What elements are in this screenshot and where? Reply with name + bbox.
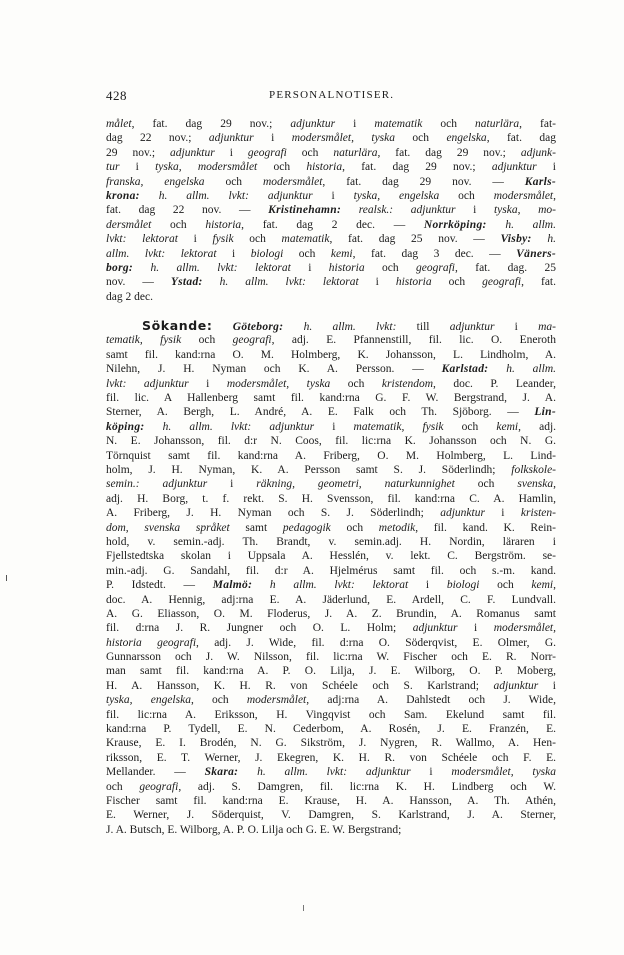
- text-run: [238, 766, 257, 778]
- text-run: historia: [306, 161, 343, 174]
- text-run: Skara:: [204, 766, 239, 779]
- text-run: och: [454, 478, 518, 491]
- text-run: dom, svenska språket: [106, 521, 230, 534]
- text-run: , adj:rna A. Dahlstedt och J. Wide,: [306, 694, 556, 707]
- text-run: kristendom: [381, 377, 434, 390]
- text-run: Visby:: [500, 233, 532, 246]
- text-run: historia: [205, 218, 242, 231]
- text-run: , fat. dag. 25: [454, 261, 556, 274]
- text-run: J. A. Butsch, E. Wilborg, A. P. O. Lilja och G. E. W. Bergstrand;: [106, 823, 402, 836]
- text-run: matematik, fysik: [353, 420, 444, 433]
- text-run: tyska, modersmålet: [155, 161, 258, 174]
- text-line: [106, 146, 556, 160]
- text-line: [106, 247, 556, 261]
- text-line: [106, 823, 556, 837]
- text-run: h allm. lvkt: lektorat: [269, 579, 409, 592]
- text-run: i: [538, 679, 556, 692]
- text-run: , fat.: [521, 276, 556, 289]
- text-run: och: [395, 132, 447, 145]
- text-line: [106, 463, 556, 477]
- text-line: [106, 449, 556, 463]
- text-run: och: [364, 261, 416, 274]
- text-run: modersmålet: [246, 694, 307, 707]
- text-run: adj. H. Borg, t. f. rekt. S. H. Svensson, fil. kand:rna C. A. Hamlin,: [106, 492, 556, 505]
- text-run: samt: [229, 521, 283, 534]
- text-line: [106, 362, 556, 376]
- text-line: [106, 160, 556, 174]
- text-run: ,: [517, 204, 539, 217]
- text-line: [106, 261, 556, 275]
- text-run: P. Idstedt. —: [106, 579, 213, 592]
- text-run: folkskole-: [511, 463, 556, 476]
- paragraph-applicants: [106, 319, 556, 837]
- text-run: h. allm. lvkt:: [303, 321, 397, 334]
- text-run: i: [408, 579, 447, 592]
- text-line: [106, 420, 556, 434]
- text-run: ,: [553, 478, 556, 491]
- text-run: , fat. dag 29 nov.;: [342, 161, 492, 174]
- text-run: modersmålet: [493, 189, 554, 202]
- text-run: [341, 204, 359, 216]
- text-line: [106, 693, 556, 707]
- text-run: dersmålet: [106, 218, 152, 231]
- text-run: , fat. dag: [486, 132, 556, 145]
- text-run: Nilehn, J. H. Nyman och K. A. Persson. —: [106, 363, 442, 376]
- text-line: [106, 290, 556, 304]
- text-run: borg:: [106, 261, 134, 274]
- text-run: adjunktur: [208, 132, 254, 145]
- text-run: , fat. dag 25 nov. —: [329, 233, 501, 246]
- text-run: och: [283, 247, 331, 260]
- text-run: tyska, engelska: [353, 189, 440, 202]
- text-run: allm. lvkt: lektorat: [106, 247, 217, 260]
- text-run: och: [181, 334, 233, 347]
- text-line: [106, 506, 556, 520]
- text-line: [106, 593, 556, 607]
- text-run: i: [335, 118, 375, 130]
- text-run: Karls-: [524, 175, 556, 188]
- paragraph-gap: [106, 304, 556, 319]
- text-run: geografi: [247, 146, 287, 159]
- text-run: A. Friberg, J. H. Nyman och S. J. Söderlindh;: [106, 507, 441, 520]
- text-run: adjunktur: [440, 507, 485, 520]
- text-run: h. allm. lvkt: lektorat: [219, 276, 359, 289]
- text-run: H. A. Hansson, K. H. R. von Schéele och S. Karlstrand;: [106, 679, 494, 692]
- text-run: , fat-: [519, 118, 556, 130]
- text-run: och: [106, 780, 140, 793]
- text-run: i: [119, 161, 156, 174]
- text-run: modersmålet: [262, 175, 323, 188]
- text-line: [106, 131, 556, 145]
- text-line: [106, 794, 556, 808]
- text-line: [106, 218, 556, 232]
- text-run: pedagogik: [282, 521, 331, 534]
- text-run: i: [484, 507, 521, 520]
- text-run: adjunk-: [520, 146, 556, 159]
- text-run: ma-: [538, 321, 556, 334]
- text-run: och: [233, 233, 282, 246]
- text-run: tyska: [493, 204, 518, 217]
- text-run: matematik: [374, 118, 423, 130]
- text-run: , fat. dag 29 nov.;: [377, 146, 521, 159]
- text-line: [106, 117, 556, 131]
- text-run: E. Werner, J. Söderquist, V. Damgren, S. Karlstrand, J. A. Sterner,: [106, 809, 556, 822]
- text-run: dag 22 nov.;: [106, 132, 209, 145]
- text-run: köping:: [106, 420, 145, 433]
- text-run: i: [253, 132, 292, 145]
- text-run: , fat. dag 29 nov.;: [131, 118, 291, 130]
- text-run: fysik: [212, 233, 234, 246]
- text-run: fil. d:rna J. R. Jungner och O. L. Holm;: [106, 622, 413, 635]
- running-title: PERSONALNOTISER.: [269, 89, 395, 101]
- text-run: semin.: adjunktur: [106, 478, 208, 491]
- text-run: [133, 262, 150, 274]
- text-line: [106, 636, 556, 650]
- text-run: [140, 190, 159, 202]
- text-line: [106, 564, 556, 578]
- text-run: och: [151, 218, 206, 231]
- text-run: och: [431, 276, 483, 289]
- text-run: engelska: [446, 132, 487, 145]
- text-run: och: [443, 420, 497, 433]
- text-run: och: [204, 175, 263, 188]
- text-line: [106, 808, 556, 822]
- text-line: [106, 189, 556, 203]
- text-run: och: [286, 146, 334, 159]
- text-line: [106, 377, 556, 391]
- text-run: A. G. Eliasson, O. M. Floderus, J. A. Z. Brundin, A. Romanus samt: [106, 607, 556, 620]
- text-line: [106, 492, 556, 506]
- text-run: och: [439, 189, 494, 202]
- text-run: geografi: [415, 261, 455, 274]
- text-run: historia: [328, 261, 365, 274]
- text-run: i: [188, 377, 227, 390]
- text-run: [283, 321, 303, 333]
- text-run: modersmålet, tyska: [451, 766, 556, 779]
- text-run: och: [257, 161, 307, 174]
- text-line: [106, 535, 556, 549]
- text-run: [212, 321, 232, 333]
- text-run: räkning, geometri, naturkunnighet: [256, 478, 455, 491]
- text-run: hold, v. semin.-adj. Th. Brandt, v. semin.adj. H. Nordin, läraren i: [106, 535, 556, 548]
- text-line: [106, 203, 556, 217]
- text-line: [106, 780, 556, 794]
- text-line: [106, 477, 556, 491]
- text-run: lvkt: adjunktur: [106, 377, 189, 390]
- text-line: [106, 607, 556, 621]
- text-run: i: [216, 247, 251, 260]
- text-run: , fat. dag 29 nov. —: [322, 175, 525, 188]
- text-run: [488, 363, 506, 375]
- text-line: [106, 319, 556, 333]
- text-run: i: [494, 321, 539, 334]
- text-run: kand:rna P. Tydell, E. N. Cederbom, A. Rosén, J. E. Franzén, E.: [106, 723, 556, 736]
- text-run: Kristinehamn:: [268, 204, 342, 217]
- text-run: och: [422, 118, 476, 130]
- text-run: h. allm.: [505, 218, 556, 231]
- text-run: matematik: [281, 233, 330, 246]
- text-run: fil. lic:rna A. Eriksson, H. Vingqvist och Sam. Ekelund samt fil.: [106, 708, 556, 721]
- text-run: i: [457, 622, 494, 635]
- text-run: Göteborg:: [232, 321, 284, 334]
- text-run: h. allm. lvkt: adjunktur: [158, 189, 313, 202]
- text-run: i: [177, 233, 213, 246]
- text-run: och: [330, 521, 379, 534]
- text-run: Gunnarsson och J. W. Nilsson, fil. lic:rna W. Fischer och E. R. Norr-: [106, 651, 556, 664]
- text-run: adjunktur: [493, 679, 539, 692]
- text-line: [106, 765, 556, 779]
- text-line: [106, 232, 556, 246]
- text-line: [106, 664, 556, 678]
- text-run: biologi: [250, 247, 284, 260]
- text-run: krona:: [106, 189, 140, 202]
- text-run: lvkt: lektorat: [106, 233, 178, 246]
- text-run: i: [410, 766, 452, 779]
- text-run: adjunktur: [412, 622, 458, 635]
- text-run: man samt fil. kand:rna A. P. O. Lilja, J. E. Wilborg, O. P. Moberg,: [106, 665, 556, 678]
- text-run: h. allm.: [506, 363, 556, 376]
- text-line: [106, 679, 556, 693]
- text-line: [106, 736, 556, 750]
- text-run: , och: [190, 694, 247, 707]
- text-run: nov. —: [106, 276, 171, 289]
- text-run: [203, 276, 220, 288]
- text-line: [106, 521, 556, 535]
- text-run: samt fil. kand:rna O. M. Holmberg, K. Johansson, L. Lindholm, A.: [106, 348, 556, 361]
- text-line: [106, 549, 556, 563]
- text-run: ,: [553, 579, 556, 592]
- text-run: fat. dag 22 nov. —: [106, 204, 269, 217]
- text-run: naturlära: [475, 118, 520, 130]
- text-run: [145, 421, 163, 433]
- text-run: geografi: [232, 334, 272, 347]
- text-run: metodik: [378, 521, 416, 534]
- text-run: historia geografi: [106, 636, 197, 649]
- text-run: Sökande:: [142, 319, 213, 334]
- text-line: [106, 751, 556, 765]
- text-line: [106, 348, 556, 362]
- text-run: i: [536, 161, 556, 174]
- page-number: 428: [106, 88, 127, 103]
- text-run: N. E. Johansson, fil. d:r N. Coos, fil. lic:rna K. Johansson och N. G.: [106, 435, 556, 448]
- text-line: [106, 708, 556, 722]
- text-run: riksson, E. T. Werner, J. Ekegren, K. H. R. von Schéele och F. E.: [106, 751, 556, 764]
- text-run: , fil. kand. K. Rein-: [415, 521, 556, 534]
- text-run: h.: [547, 233, 556, 246]
- text-run: modersmålet, tyska: [226, 377, 331, 390]
- text-run: geografi: [482, 276, 522, 289]
- text-run: i: [358, 276, 396, 289]
- text-line: [106, 434, 556, 448]
- page-header: [106, 88, 556, 106]
- text-run: realsk.: adjunktur: [358, 204, 456, 217]
- text-run: , fat. dag 2 dec. —: [241, 218, 424, 231]
- text-run: adjunktur: [170, 146, 215, 159]
- margin-mark: [6, 575, 7, 581]
- text-run: min.-adj. G. Sandahl, fil. d:r A. Hjelmérus samt fil. och s.-m. kand.: [106, 564, 556, 577]
- text-run: h. allm. lvkt: adjunktur: [162, 420, 315, 433]
- text-run: i: [290, 261, 329, 274]
- text-line: [106, 275, 556, 289]
- text-run: naturlära: [333, 146, 378, 159]
- paragraph-vacancies: [106, 117, 556, 304]
- text-run: Sterner, A. Bergh, L. André, A. E. Falk och Th. Sjöborg. —: [106, 406, 535, 419]
- text-run: , doc. P. Leander,: [433, 377, 556, 390]
- text-run: Karlstad:: [441, 363, 489, 376]
- text-run: ,: [553, 189, 556, 202]
- text-run: biologi: [446, 579, 480, 592]
- text-line: [106, 621, 556, 635]
- text-run: i: [214, 146, 248, 159]
- text-run: Ystad:: [170, 276, 203, 289]
- text-run: [252, 579, 270, 591]
- text-run: tematik, fysik: [106, 334, 182, 347]
- text-run: holm, J. H. Nyman, K. A. Persson samt S. J. Söderlindh;: [106, 463, 512, 476]
- text-line: [106, 650, 556, 664]
- text-run: adjunktur: [449, 321, 495, 334]
- text-run: i: [455, 204, 494, 217]
- text-run: och: [479, 579, 532, 592]
- text-run: Mellander. —: [106, 766, 205, 779]
- text-run: modersmålet, tyska: [291, 132, 396, 145]
- text-run: kemi: [330, 247, 353, 260]
- text-run: i: [314, 420, 354, 433]
- text-run: tyska, engelska: [106, 694, 191, 707]
- text-run: adjunktur: [290, 118, 336, 130]
- text-run: tur: [106, 161, 120, 174]
- text-run: , adj. E. Pfannenstill, fil. lic. O. Eneroth: [271, 334, 556, 347]
- text-line: [106, 578, 556, 592]
- text-run: geografi: [139, 780, 179, 793]
- text-run: och: [330, 377, 382, 390]
- text-run: doc. A. Hennig, adj:rna E. A. Jäderlund, E. Ardell, C. F. Lundvall.: [106, 593, 556, 606]
- text-run: Malmö:: [212, 579, 253, 592]
- text-run: [487, 219, 506, 231]
- text-run: h. allm. lvkt: lektorat: [150, 261, 291, 274]
- text-run: fil. lic. A Hallenberg samt fil. kand:rna G. F. W. Bergstrand, J. A.: [106, 392, 556, 405]
- text-run: , fat. dag 3 dec. —: [352, 247, 517, 260]
- text-run: Väners-: [516, 247, 556, 260]
- text-run: i: [207, 478, 257, 491]
- text-run: i: [312, 189, 354, 202]
- text-line: [106, 175, 556, 189]
- text-run: kemi: [496, 420, 519, 433]
- text-run: svenska: [517, 478, 554, 491]
- text-run: , adj.: [518, 420, 556, 433]
- text-run: 29 nov.;: [106, 146, 170, 159]
- text-run: dag 2 dec.: [106, 290, 153, 303]
- text-run: Fjellstedtska skolan i Uppsala A. Hesslén, v. lekt. C. Bergström. se-: [106, 550, 556, 563]
- text-run: , adj. S. Damgren, fil. lic:rna K. H. Lindberg och W.: [178, 780, 556, 793]
- text-run: modersmålet,: [493, 622, 556, 635]
- text-run: mo-: [538, 204, 556, 217]
- text-run: historia: [395, 276, 432, 289]
- text-line: [106, 391, 556, 405]
- text-line: [106, 405, 556, 419]
- text-line: [106, 333, 556, 347]
- text-run: adjunktur: [491, 161, 537, 174]
- text-run: franska, engelska: [106, 175, 205, 188]
- text-run: till: [396, 321, 450, 334]
- text-run: kemi: [531, 579, 554, 592]
- text-run: Fischer samt fil. kand:rna E. Krause, H. A. Hansson, A. Th. Athén,: [106, 794, 556, 807]
- text-run: kristen-: [520, 507, 556, 520]
- body-text: [106, 117, 556, 837]
- text-run: [532, 233, 548, 245]
- text-run: , adj. J. Wide, fil. d:rna O. Söderqvist, E. Olmer, G.: [196, 636, 556, 649]
- text-run: Törnquist samt fil. kand:rna A. Friberg, O. M. Holmberg, L. Lind-: [106, 449, 556, 462]
- text-run: målet: [106, 118, 132, 130]
- text-run: Norrköping:: [423, 218, 487, 231]
- text-run: h. allm. lvkt: adjunktur: [257, 766, 411, 779]
- text-run: Krause, E. I. Brodén, N. G. Sikström, J. Nygren, R. Wallmo, A. Hen-: [106, 737, 556, 750]
- text-run: Lin-: [534, 406, 556, 419]
- text-line: [106, 722, 556, 736]
- bottom-mark: [303, 905, 304, 911]
